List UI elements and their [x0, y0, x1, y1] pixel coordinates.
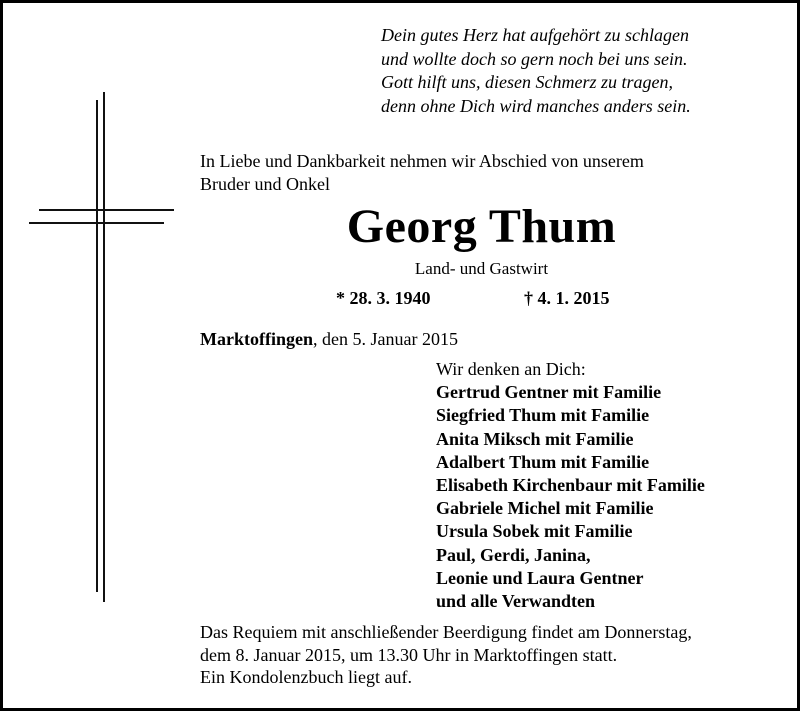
mourner: Gabriele Michel mit Familie	[436, 498, 654, 519]
intro-line: In Liebe und Dankbarkeit nehmen wir Abschied von unserem	[200, 151, 644, 171]
mourner: Leonie und Laura Gentner	[436, 567, 644, 588]
poem-line: und wollte doch so gern noch bei uns sein.	[381, 48, 688, 69]
mourners-heading: Wir denken an Dich:	[436, 359, 586, 379]
mourners-list	[436, 358, 705, 613]
intro-line: Bruder und Onkel	[200, 174, 330, 194]
cross-horizontal-bar	[39, 209, 174, 211]
poem	[381, 24, 691, 118]
cross-vertical-bar	[96, 100, 98, 592]
poem-line: denn ohne Dich wird manches anders sein.	[381, 95, 691, 116]
mourner: und alle Verwandten	[436, 591, 596, 612]
death-date: † 4. 1. 2015	[524, 288, 610, 308]
notice-line: Ein Kondolenzbuch liegt auf.	[200, 667, 412, 687]
occupation: Land- und Gastwirt	[414, 259, 549, 278]
mourner: Gertrud Gentner mit Familie	[436, 382, 662, 403]
place: Marktoffingen	[200, 329, 313, 349]
cross-vertical-bar	[103, 92, 105, 602]
cross-horizontal-bar	[29, 222, 164, 224]
mourner: Anita Miksch mit Familie	[436, 428, 634, 449]
mourner: Adalbert Thum mit Familie	[436, 451, 650, 472]
date: , den 5. Januar 2015	[312, 329, 458, 349]
mourner: Ursula Sobek mit Familie	[436, 521, 633, 542]
birth-date: * 28. 3. 1940	[336, 288, 431, 308]
place-and-date	[200, 328, 458, 350]
notice-line: Das Requiem mit anschließender Beerdigung findet am Donnerstag,	[200, 622, 692, 642]
mourner: Paul, Gerdi, Janina,	[436, 544, 591, 565]
notice-line: dem 8. Januar 2015, um 13.30 Uhr in Marktoffingen statt.	[200, 644, 618, 665]
deceased-name: Georg Thum	[346, 200, 617, 253]
poem-line: Gott hilft uns, diesen Schmerz zu tragen,	[381, 72, 673, 92]
funeral-notice	[200, 621, 692, 689]
intro-text	[200, 150, 644, 196]
mourner: Elisabeth Kirchenbaur mit Familie	[436, 475, 705, 496]
mourner: Siegfried Thum mit Familie	[436, 405, 650, 426]
poem-line: Dein gutes Herz hat aufgehört zu schlagen	[381, 25, 689, 45]
